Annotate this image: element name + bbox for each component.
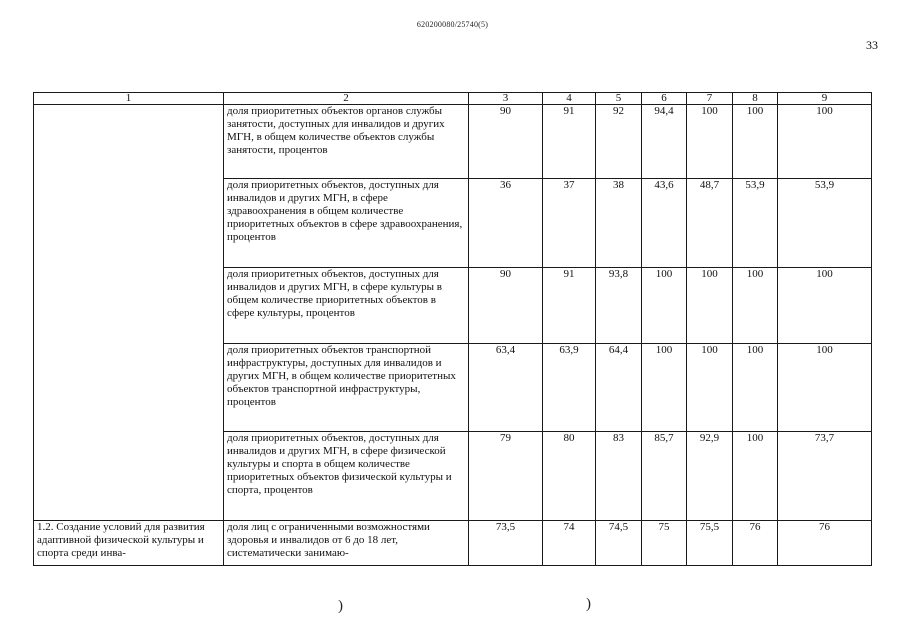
- value-cell: 100: [642, 344, 687, 432]
- value-cell: 36: [469, 179, 543, 268]
- scan-mark: ): [338, 598, 343, 614]
- task-cell: [34, 105, 224, 521]
- value-cell: 53,9: [778, 179, 872, 268]
- value-cell: 100: [733, 268, 778, 344]
- value-cell: 48,7: [687, 179, 733, 268]
- value-cell: 100: [642, 268, 687, 344]
- value-cell: 91: [543, 268, 596, 344]
- value-cell: 63,9: [543, 344, 596, 432]
- indicator-cell: доля приоритетных объектов транспортной инфраструктуры, доступных для инвалидов и других МГН, в общем количестве приоритетных объектов транспортной инфраструктуры, процентов: [224, 344, 469, 432]
- value-cell: 91: [543, 105, 596, 179]
- value-cell: 93,8: [596, 268, 642, 344]
- column-number: 2: [224, 93, 469, 105]
- value-cell: 76: [778, 521, 872, 566]
- indicator-cell: доля приоритетных объектов органов службы занятости, доступных для инвалидов и других МГН, в общем количестве объектов службы занятости, процентов: [224, 105, 469, 179]
- indicator-cell: доля лиц с ограниченными возможностями здоровья и инвалидов от 6 до 18 лет, систематически занимаю-: [224, 521, 469, 566]
- value-cell: 64,4: [596, 344, 642, 432]
- value-cell: 100: [687, 105, 733, 179]
- column-number: 8: [733, 93, 778, 105]
- indicator-cell: доля приоритетных объектов, доступных для инвалидов и других МГН, в сфере здравоохранения в общем количестве приоритетных объектов в сфере здравоохранения, процентов: [224, 179, 469, 268]
- value-cell: 90: [469, 105, 543, 179]
- value-cell: 90: [469, 268, 543, 344]
- column-number: 7: [687, 93, 733, 105]
- value-cell: 75: [642, 521, 687, 566]
- value-cell: 80: [543, 432, 596, 521]
- value-cell: 100: [733, 105, 778, 179]
- value-cell: 92,9: [687, 432, 733, 521]
- table-row: [34, 521, 872, 566]
- column-number: 6: [642, 93, 687, 105]
- scan-mark: ): [586, 596, 591, 612]
- column-number-row: [34, 93, 872, 105]
- value-cell: 53,9: [733, 179, 778, 268]
- page-number: 33: [866, 38, 878, 52]
- value-cell: 37: [543, 179, 596, 268]
- value-cell: 43,6: [642, 179, 687, 268]
- value-cell: 63,4: [469, 344, 543, 432]
- value-cell: 85,7: [642, 432, 687, 521]
- value-cell: 100: [778, 105, 872, 179]
- column-number: 9: [778, 93, 872, 105]
- value-cell: 100: [733, 344, 778, 432]
- value-cell: 38: [596, 179, 642, 268]
- value-cell: 100: [687, 268, 733, 344]
- value-cell: 75,5: [687, 521, 733, 566]
- value-cell: 79: [469, 432, 543, 521]
- value-cell: 83: [596, 432, 642, 521]
- value-cell: 73,7: [778, 432, 872, 521]
- value-cell: 94,4: [642, 105, 687, 179]
- value-cell: 100: [687, 344, 733, 432]
- value-cell: 92: [596, 105, 642, 179]
- value-cell: 100: [778, 344, 872, 432]
- indicator-cell: доля приоритетных объектов, доступных для инвалидов и других МГН, в сфере физической культуры и спорта в общем количестве приоритетных объектов физической культуры и спорта, процентов: [224, 432, 469, 521]
- value-cell: 74,5: [596, 521, 642, 566]
- column-number: 3: [469, 93, 543, 105]
- document-id: 620200080/25740(5): [416, 20, 489, 29]
- value-cell: 100: [733, 432, 778, 521]
- value-cell: 74: [543, 521, 596, 566]
- value-cell: 76: [733, 521, 778, 566]
- table-row: [34, 105, 872, 179]
- task-cell: 1.2. Создание условий для развития адаптивной физической культуры и спорта среди инва-: [34, 521, 224, 566]
- indicators-table: [33, 92, 872, 566]
- column-number: 5: [596, 93, 642, 105]
- value-cell: 100: [778, 268, 872, 344]
- column-number: 1: [34, 93, 224, 105]
- value-cell: 73,5: [469, 521, 543, 566]
- indicator-cell: доля приоритетных объектов, доступных для инвалидов и других МГН, в сфере культуры в общем количестве приоритетных объектов в сфере культуры, процентов: [224, 268, 469, 344]
- column-number: 4: [543, 93, 596, 105]
